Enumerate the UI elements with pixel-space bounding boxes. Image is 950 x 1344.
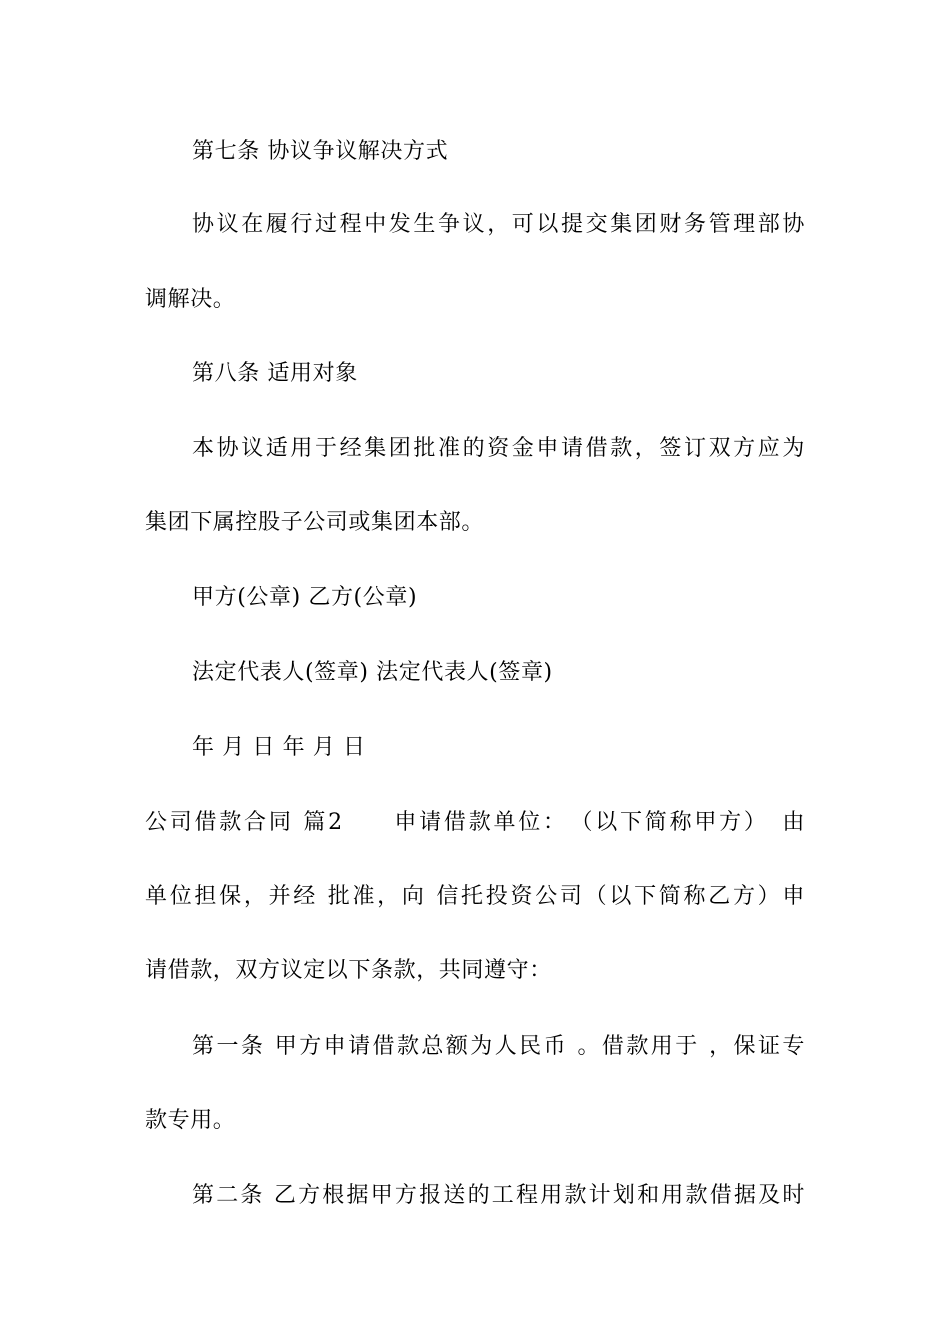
paragraph-line: 款专用。 — [145, 1108, 236, 1133]
paragraph-line: 协议在履行过程中发生争议，可以提交集团财务管理部协 — [192, 212, 805, 237]
date-line: 年 月 日 年 月 日 — [192, 735, 366, 760]
paragraph-line: 单位担保，并经 批准，向 信托投资公司（以下简称乙方）申 — [145, 884, 805, 909]
article-2-line: 第二条 乙方根据甲方报送的工程用款计划和用款借据及时 — [192, 1183, 805, 1208]
article-1-line: 第一条 甲方申请借款总额为人民币 。借款用于 ，保证专 — [192, 1034, 805, 1059]
seal-line: 甲方(公章) 乙方(公章) — [192, 585, 418, 610]
article-8-heading: 第八条 适用对象 — [192, 361, 358, 386]
paragraph-line: 请借款，双方议定以下条款，共同遵守： — [145, 958, 552, 983]
paragraph-line: 本协议适用于经集团批准的资金申请借款，签订双方应为 — [192, 436, 805, 461]
signature-line: 法定代表人(签章) 法定代表人(签章) — [192, 660, 553, 685]
paragraph-line: 集团下属控股子公司或集团本部。 — [145, 510, 485, 535]
contract-2-heading: 公司借款合同 篇2 申请借款单位： （以下简称甲方） 由 — [145, 810, 805, 835]
article-7-heading: 第七条 协议争议解决方式 — [192, 139, 449, 164]
paragraph-line: 调解决。 — [145, 287, 236, 312]
